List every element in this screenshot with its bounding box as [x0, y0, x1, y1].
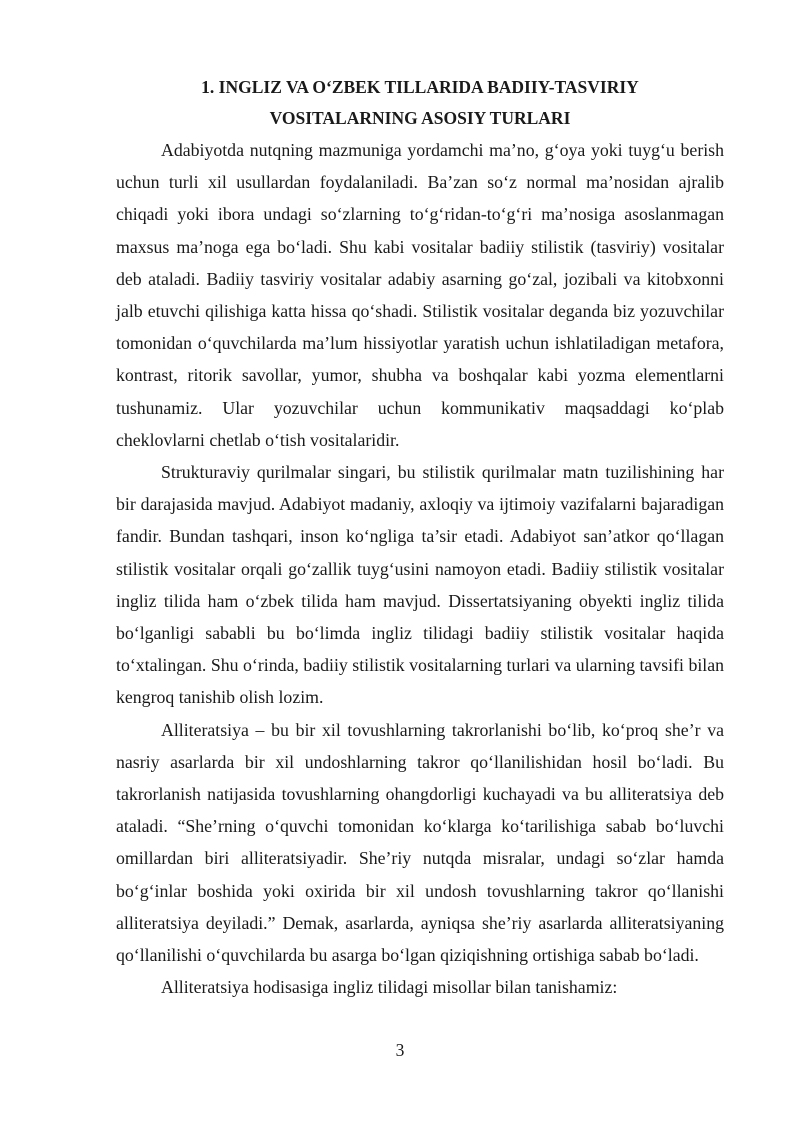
paragraph-examples-intro: Alliteratsiya hodisasiga ingliz tilidagi misollar bilan tanishamiz:: [161, 977, 618, 998]
heading-line-2: VOSITALARNING ASOSIY TURLARI: [269, 108, 571, 128]
paragraph-structure: Strukturaviy qurilmalar singari, bu stilistik qurilmalar matn tuzilishining har bir darajasida mavjud. Adabiyot madaniy, axloqiy va ijtimoiy vazifalarni bajaradigan fandir. Bundan tashqari, inson ko‘ngliga ta’sir etadi. Adabiyot san’atkor qo‘llagan stilistik vositalar orqali go‘zallik tuyg‘usini namoyon etadi. Badiiy stilistik vositalar ingliz tilida ham o‘zbek tilida ham mavjud. Dissertatsiyaning obyekti ingliz tilida bo‘lganligi sababli bu bo‘limda ingliz tilidagi badiiy stilistik vositalar haqida to‘xtalingan. Shu o‘rinda, badiiy stilistik vositalarning turlari va ularning tavsifi bilan kengroq tanishib olish lozim.: [116, 462, 724, 708]
paragraph-alliteration: Alliteratsiya – bu bir xil tovushlarning takrorlanishi bo‘lib, ko‘proq she’r va nasriy asarlarda bir xil undoshlarning takror qo‘llanilishidan hosil bo‘ladi. Bu takrorlanish natijasida tovushlarning ohangdorligi kuchayadi va bu alliteratsiya deb ataladi. “She’rning o‘quvchi tomonidan ko‘klarga ko‘tarilishiga sabab bo‘luvchi omillardan biri alliteratsiyadir. She’riy nutqda misralar, undagi so‘zlar hamda bo‘g‘inlar boshida yoki oxirida bir xil undosh tovushlarning takror qo‘llanishi alliteratsiya deyiladi.” Demak, asarlarda, ayniqsa she’riy asarlarda alliteratsiyaning qo‘llanilishi o‘quvchilarda bu asarga bo‘lgan qiziqishning ortishiga sabab bo‘ladi.: [116, 719, 724, 966]
section-heading: [116, 72, 724, 134]
paragraph-intro: Adabiyotda nutqning mazmuniga yordamchi ma’no, g‘oya yoki tuyg‘u berish uchun turli xil usullardan foydalaniladi. Ba’zan so‘z normal ma’nosidan ajralib chiqadi yoki ibora undagi so‘zlarning to‘g‘ridan-to‘g‘ri ma’nosiga asoslanmagan maxsus ma’noga ega bo‘ladi. Shu kabi vositalar badiiy stilistik (tasviriy) vositalar deb ataladi. Badiiy tasviriy vositalar adabiy asarning go‘zal, jozibali va kitobxonni jalb etuvchi qilishiga katta hissa qo‘shadi. Stilistik vositalar deganda biz yozuvchilar tomonidan o‘quvchilarda ma’lum hissiyotlar yaratish uchun ishlatiladigan metafora, kontrast, ritorik savollar, yumor, shubha va boshqalar kabi yozma elementlarni tushunamiz. Ular yozuvchilar uchun kommunikativ maqsaddagi ko‘plab cheklovlarni chetlab o‘tish vositalaridir.: [116, 140, 724, 450]
heading-line-1: 1. INGLIZ VA O‘ZBEK TILLARIDA BADIIY-TASVIRIY: [201, 77, 639, 97]
document-page: [116, 72, 724, 1003]
page-number: 3: [395, 1040, 405, 1060]
